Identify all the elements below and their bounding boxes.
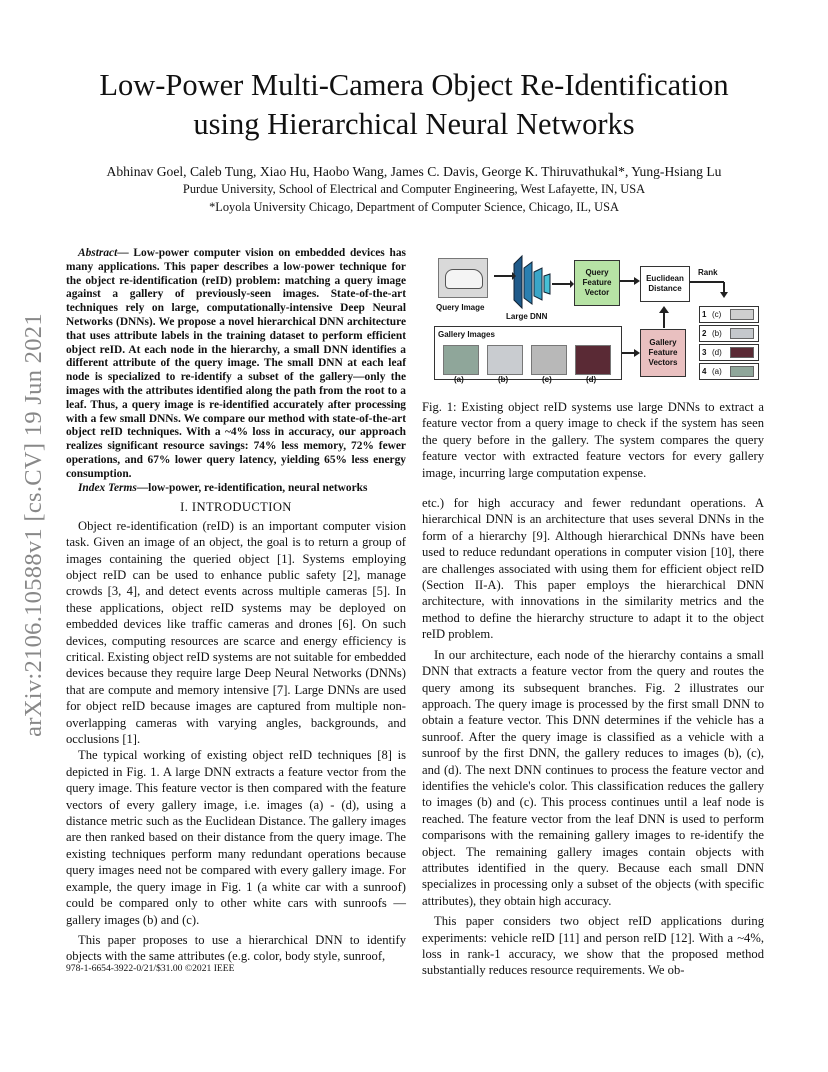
title-line-2: using Hierarchical Neural Networks [193,107,635,141]
rank-row: 3 (d) [699,344,759,361]
rank-thumbnail [730,328,754,339]
abstract [66,247,406,482]
arrow-up-icon [658,306,670,328]
arrow-right-icon [620,276,640,286]
dnn-layer [534,268,542,300]
rank-row: 1 (c) [699,306,759,323]
dnn-layer [524,262,532,304]
rank-thumbnail [730,347,754,358]
query-feature-vector-box: Query Feature Vector [574,260,620,306]
paragraph: The typical working of existing object reID techniques [8] is depicted in Fig. 1. A large DNN extracts a feature vector from the query image. This feature vector is then compared with the feature vectors of every gallery image, i.e. images (a) - (d), using a distance metric such as the Euclidean Distance. The gallery images are then ranked based on their distance from the query image. The existing techniques perform many redundant operations because query images need not be compared with every gallery image. For example, the query image in Fig. 1 (a white car with a sunroof) could be compared only to other white cars with sunroofs — gallery images (b) and (c). [66,748,406,927]
rank-thumbnail [730,309,754,320]
dnn-layer [544,274,550,294]
dnn-layer [514,256,522,308]
query-image-label: Query Image [436,303,485,312]
gallery-images-label: Gallery Images [438,330,495,339]
index-terms [66,482,406,496]
index-terms-lead: Index Terms [78,481,137,494]
copyright-footer: 978-1-6654-3922-0/21/$31.00 ©2021 IEEE [66,963,235,974]
gallery-images-box [434,326,622,380]
gallery-label-c: (c) [542,375,552,384]
gallery-label-b: (b) [498,375,509,384]
rank-label: Rank [698,268,718,277]
gallery-label-d: (d) [586,375,597,384]
gallery-feature-vectors-box: Gallery Feature Vectors [640,329,686,377]
paragraph: Object re-identification (reID) is an important computer vision task. Given an image of an object, the goal is to return a group of images containing the queried object [1]. Systems employing object reID can be used to enhance public safety [2], manage crowds [3, 4], and detect events across multiple cameras [5]. In these applications, object reID systems may be deployed on embedded devices like traffic cameras and drones [6]. On such devices, computing resources are scarce and energy efficiency is critical. Existing object reID systems are not suitable for embedded devices because they require large Deep Neural Networks (DNNs) that are compute and memory intensive [7]. Large DNNs are used for object reID because images are captured from multiple non-overlapping cameras with varying angles, backgrounds, and occlusions [1]. [66,518,406,747]
paragraph: In our architecture, each node of the hierarchy contains a small DNN that extracts a feature vector from the query and routes the query among its subsequent branches. Fig. 2 illustrates our approach. The query image is processed by the first small DNN to obtain a feature vector. This DNN determines if the vehicle has a sunroof. After the query image is classified as a vehicle with a sunroof by the first DNN, the gallery reduces to images (b), (c), and (d). The next DNN continues to process the feature vector and identifies the vehicle's color. This classification reduces the gallery to images (b) and (c). This process continues until a leaf node is reached. The feature vector from the leaf DNN is used to perform comparisons with the remaining gallery images to re-identify the object. The remaining gallery images contain objects with attributes identified in the query. Because each small DNN specializes in processing only a subset of the objects (with specific attributes), they obtain high accuracy. [422,647,764,908]
arrow-to-rank-icon [690,278,730,298]
arrow-right-icon [622,348,640,358]
rank-row: 2 (b) [699,325,759,342]
large-dnn-label: Large DNN [506,312,548,321]
paper-title [60,66,768,144]
section-heading-introduction: I. INTRODUCTION [180,500,292,515]
authors: Abhinav Goel, Caleb Tung, Xiao Hu, Haobo Wang, James C. Davis, George K. Thiruvathukal*, Yung-Hsiang Lu [106,164,722,179]
left-column [66,247,406,965]
query-image-thumbnail [438,258,488,298]
title-line-1: Low-Power Multi-Camera Object Re-Identification [99,68,729,102]
affiliation-2: *Loyola University Chicago, Department of Computer Science, Chicago, IL, USA [209,200,619,214]
gallery-image-b [487,345,523,375]
gallery-image-a [443,345,479,375]
rank-row: 4 (a) [699,363,759,380]
figure-1 [434,254,764,392]
index-terms-text: —low-power, re-identification, neural networks [136,481,368,494]
paragraph: This paper considers two object reID applications during experiments: vehicle reID [11] and person reID [12]. With a ~4%, loss in rank-1 accuracy, we show that the proposed method substantially reduces resource requirements. We ob- [422,914,764,978]
paragraph: etc.) for high accuracy and fewer redundant operations. A hierarchical DNN is an architecture that uses several DNNs in the form of a hierarchy [9]. Although hierarchical DNNs have been used to reduce redundant operations in computer vision [10], there are challenges associated with using them for efficient object reID (Section II-A). This paper employs the hierarchical DNN architecture, with innovations in the similarity metrics and the method to define the hierarchy structure to adapt it to the object reID problem. [422,496,764,642]
arxiv-identifier: arXiv:2106.10588v1 [cs.CV] 19 Jun 2021 [20,313,47,737]
figure-1-caption: Fig. 1: Existing object reID systems use large DNNs to extract a feature vector from a query image to check if the system has seen the query before in the gallery. The system compares the query feature vector with extracted feature vectors for every gallery image, incurring large computation expense. [422,400,764,480]
affiliation-1: Purdue University, School of Electrical and Computer Engineering, West Lafayette, IN, USA [182,182,646,196]
gallery-image-d [575,345,611,375]
large-dnn-diagram [492,254,574,316]
gallery-image-c [531,345,567,375]
right-column [422,399,764,979]
car-shape [445,269,483,289]
abstract-text: — Low-power computer vision on embedded devices has many applications. This paper describes a low-power technique for the object re-identification (reID) problem: matching a query image against a gallery of previously-seen images. State-of-the-art techniques rely on large, computationally-intensive Deep Neural Networks (DNNs). We propose a novel hierarchical DNN architecture that uses attribute labels in the training dataset to perform efficient object reID. At each node in the hierarchy, a small DNN identifies a different attribute of the query image. The small DNN at each leaf node is specialized to re-identify a subset of the gallery—only the images with the attributes identified along the path from the root to a leaf. Thus, a query image is re-identified accurately after processing with a few small DNNs. We compare our method with state-of-the-art object reID techniques. With a ~4% loss in accuracy, our approach realizes significant resource savings: 74% less memory, 72% fewer operations, and 67% lower query latency, yielding 65% less energy consumption. [66,247,406,480]
paragraph: This paper proposes to use a hierarchical DNN to identify objects with the same attributes (e.g. color, body style, sunroof, [66,932,406,964]
rank-thumbnail [730,366,754,377]
euclidean-distance-box: Euclidean Distance [640,266,690,302]
gallery-label-a: (a) [454,375,464,384]
abstract-lead: Abstract [78,247,118,259]
